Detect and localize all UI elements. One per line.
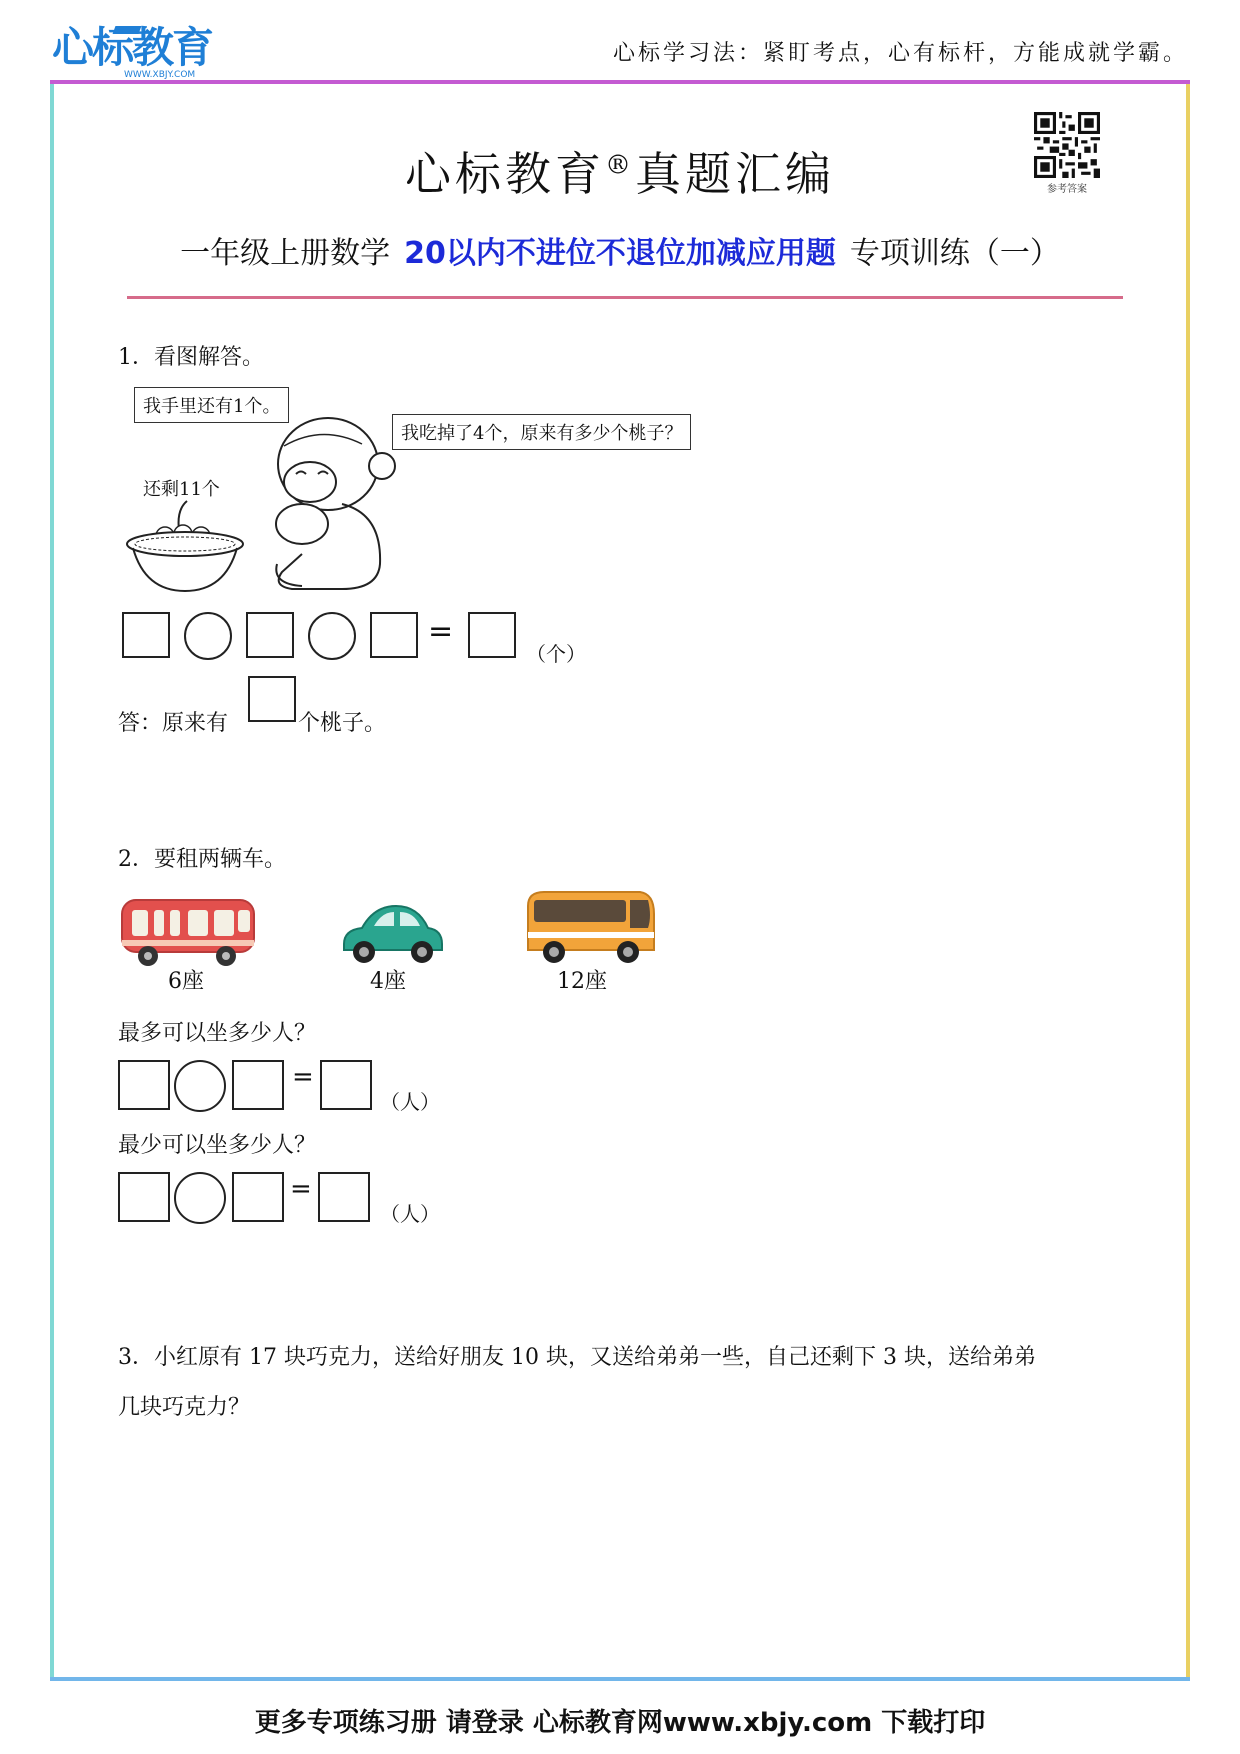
basket-label: 还剩11个: [143, 479, 220, 500]
q1-answer-box-3[interactable]: [370, 612, 418, 658]
q2-least-result-box[interactable]: [318, 1172, 370, 1222]
q2-least-question: 最少可以坐多少人？: [118, 1133, 317, 1158]
q1-answer-box-2[interactable]: [246, 612, 294, 658]
q2-least-operator-circle[interactable]: [174, 1172, 226, 1224]
question-3-line-2: 几块巧克力？: [118, 1395, 251, 1420]
question-3-line-1: 3．小红原有 17 块巧克力，送给好朋友 10 块，又送给弟弟一些，自己还剩下 3 块，送给弟弟: [118, 1345, 1036, 1370]
vehicle-seats-2: 4座: [370, 969, 406, 994]
subtitle-prefix: 一年级上册数学: [180, 236, 391, 271]
brand-logo: [52, 22, 212, 82]
q2-most-box-1[interactable]: [118, 1060, 170, 1110]
q2-most-equals: =: [292, 1062, 314, 1092]
title-rest: 真题汇编: [635, 147, 835, 201]
q1-answer-suffix: 个桃子。: [298, 711, 387, 736]
q1-unit: （个）: [526, 642, 586, 666]
q2-least-equals: =: [290, 1174, 312, 1204]
q2-most-box-2[interactable]: [232, 1060, 284, 1110]
q1-result-box[interactable]: [468, 612, 516, 658]
speech-bubble-right: 我吃掉了4个，原来有多少个桃子？: [392, 414, 691, 450]
header-slogan: 心标学习法：紧盯考点，心有标杆，方能成就学霸。: [612, 41, 1188, 66]
registered-mark: ®: [605, 150, 635, 181]
bottom-rule: [50, 1677, 1190, 1681]
peach-basket-icon: [125, 496, 245, 596]
page-title: [0, 138, 1240, 204]
monkey-icon: [262, 404, 402, 594]
q1-answer-box-1[interactable]: [122, 612, 170, 658]
q2-least-box-1[interactable]: [118, 1172, 170, 1222]
bus-icon: [522, 886, 658, 968]
speech-bubble-left: 我手里还有1个。: [134, 387, 289, 423]
logo-url: WWW.XBJY.COM: [124, 70, 196, 80]
q1-operator-circle-2[interactable]: [308, 612, 356, 660]
q1-operator-circle-1[interactable]: [184, 612, 232, 660]
footer-text[interactable]: 更多专项练习册 请登录 心标教育网www.xbjy.com 下载打印: [254, 1708, 986, 1738]
q2-most-result-box[interactable]: [320, 1060, 372, 1110]
qr-caption: 参考答案: [1047, 184, 1087, 195]
car-icon: [338, 900, 446, 966]
q2-most-question: 最多可以坐多少人？: [118, 1021, 317, 1046]
subtitle-highlight: 20以内不进位不退位加减应用题: [404, 236, 836, 271]
title-main: 心标教育: [405, 147, 605, 201]
right-rule: [1186, 84, 1190, 1677]
minibus-icon: [118, 894, 260, 970]
q2-most-operator-circle[interactable]: [174, 1060, 226, 1112]
left-rule: [50, 84, 54, 1677]
q1-equals-sign: =: [428, 614, 454, 649]
logo-text: 心标教育: [52, 23, 213, 72]
vehicle-seats-1: 6座: [168, 969, 204, 994]
title-rule: [127, 296, 1123, 299]
question-1-stem: 1．看图解答。: [118, 345, 264, 370]
question-2-stem: 2．要租两辆车。: [118, 847, 286, 872]
q1-answer-prefix: 答：原来有: [118, 711, 229, 736]
page-subtitle: [0, 228, 1240, 272]
subtitle-suffix: 专项训练（一）: [849, 236, 1060, 271]
q2-least-unit: （人）: [380, 1202, 440, 1226]
q2-least-box-2[interactable]: [232, 1172, 284, 1222]
vehicle-seats-3: 12座: [557, 969, 607, 994]
top-rule: [50, 80, 1190, 84]
q1-answer-box-final[interactable]: [248, 676, 296, 722]
q2-most-unit: （人）: [380, 1090, 440, 1114]
